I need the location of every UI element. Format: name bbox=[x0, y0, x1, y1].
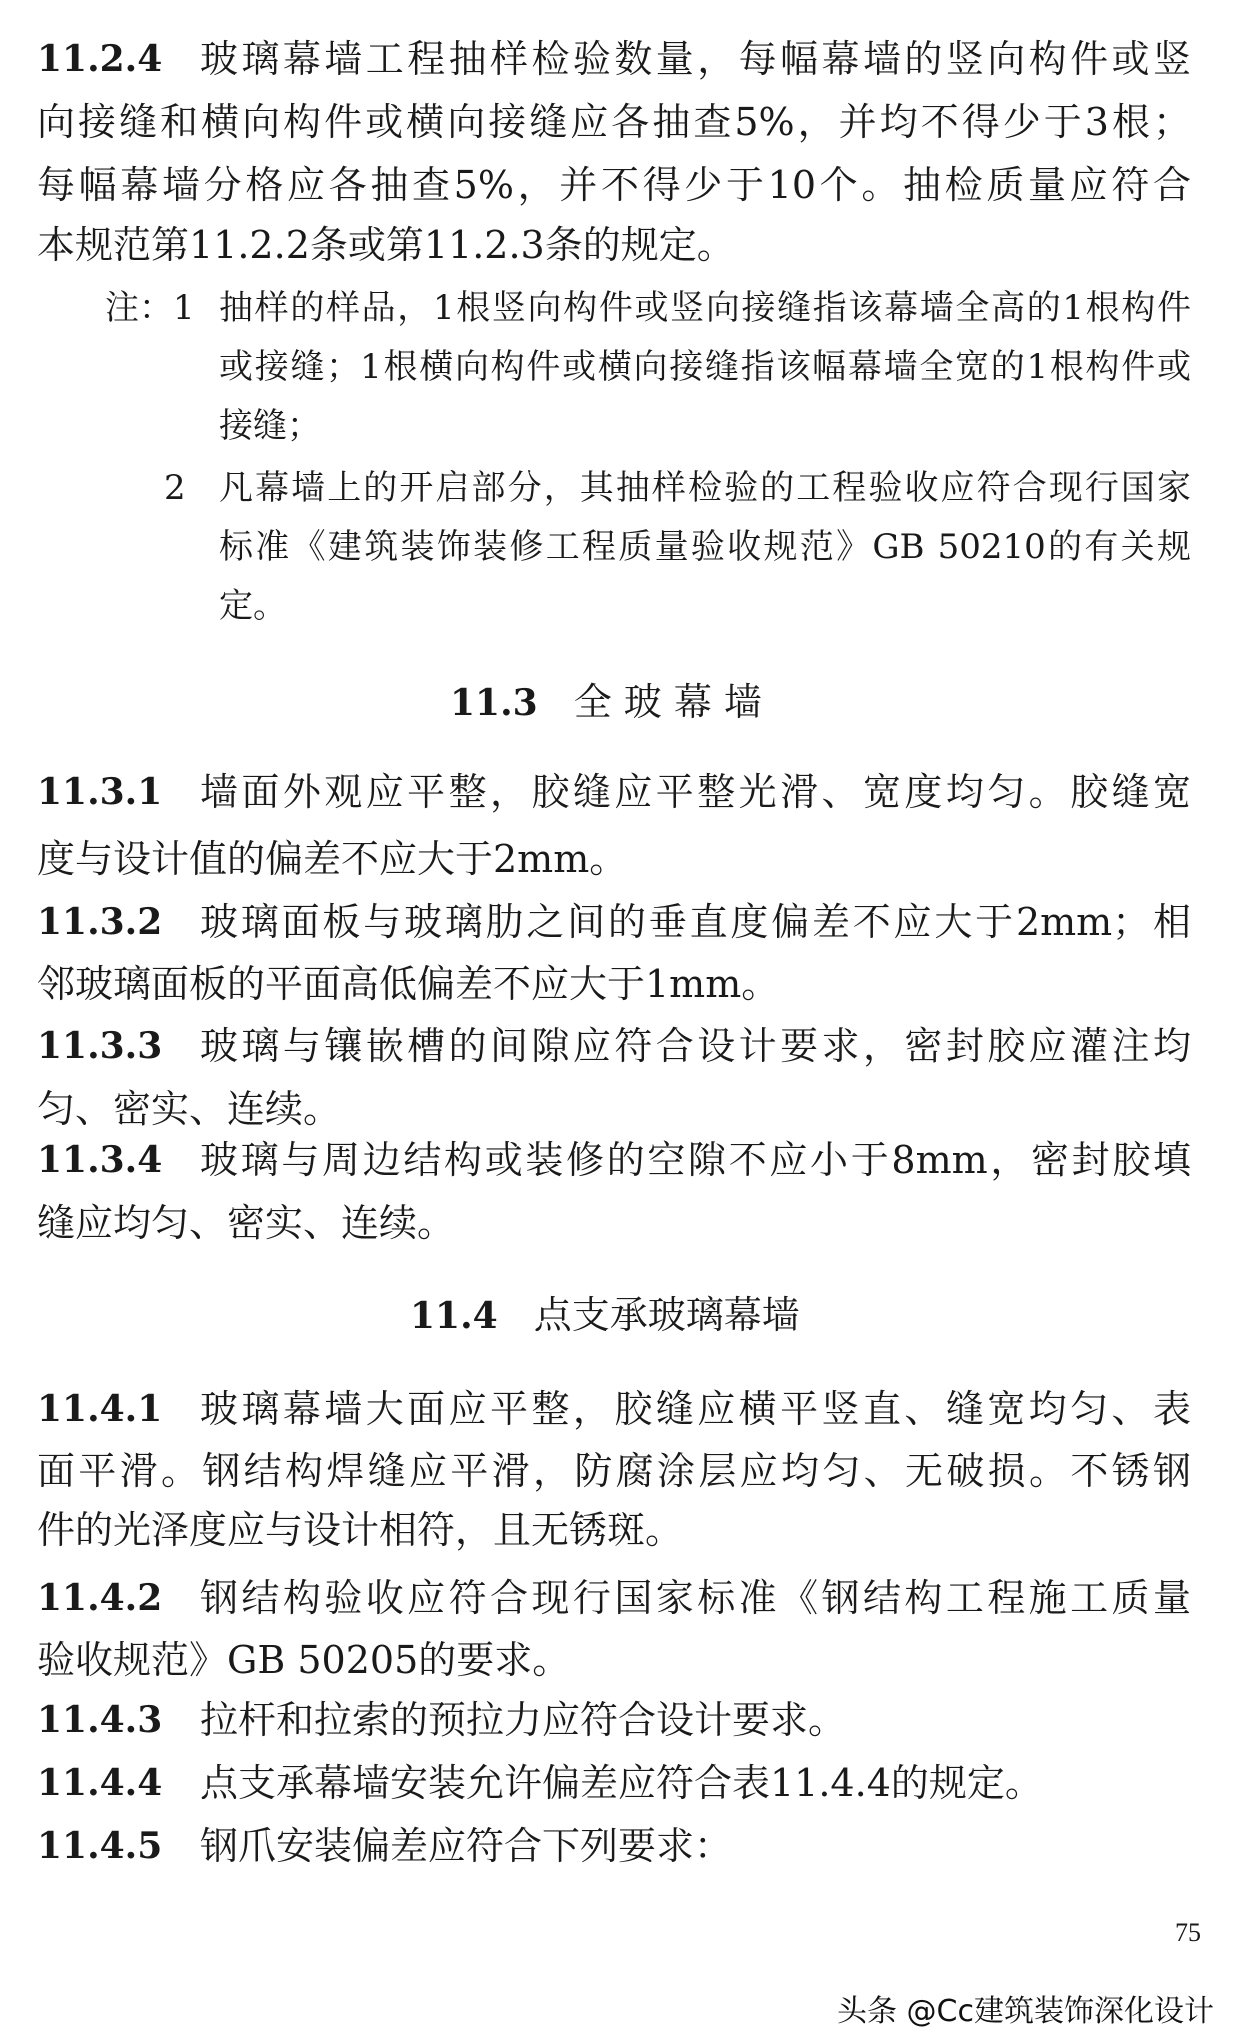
note-label: 注：1 bbox=[105, 288, 195, 328]
clause-text: 验收规范》GB 50205的要求。 bbox=[37, 1638, 571, 1682]
clause-text: 玻璃与周边结构或装修的空隙不应小于8mm，密封胶填 bbox=[200, 1138, 1191, 1182]
clause-text: 匀、密实、连续。 bbox=[37, 1087, 342, 1131]
clause-text: 面平滑。钢结构焊缝应平滑，防腐涂层应均匀、无破损。不锈钢 bbox=[37, 1449, 1191, 1493]
clause-number: 11.3.2 bbox=[37, 901, 163, 943]
clause-text: 向接缝和横向构件或横向接缝应各抽查5%，并均不得少于3根； bbox=[37, 100, 1191, 144]
clause-text: 玻璃幕墙工程抽样检验数量，每幅幕墙的竖向构件或竖 bbox=[200, 37, 1191, 81]
note-text: 凡幕墙上的开启部分，其抽样检验的工程验收应符合现行国家 bbox=[219, 468, 1191, 508]
clause-text: 度与设计值的偏差不应大于2mm。 bbox=[37, 837, 628, 881]
section-heading bbox=[410, 1285, 800, 1345]
clause-text: 每幅幕墙分格应各抽查5%，并不得少于10个。抽检质量应符合 bbox=[37, 163, 1191, 207]
note-text: 标准《建筑装饰装修工程质量验收规范》GB 50210的有关规 bbox=[219, 527, 1191, 567]
watermark: 头条 @Cc建筑装饰深化设计 bbox=[837, 1994, 1214, 2029]
clause-text: 钢结构验收应符合现行国家标准《钢结构工程施工质量 bbox=[200, 1576, 1191, 1620]
section-title: 全 玻 幕 墙 bbox=[573, 680, 762, 724]
clause-number: 11.3.1 bbox=[37, 771, 163, 813]
section-number: 11.4 bbox=[410, 1295, 498, 1337]
clause-number: 11.4.1 bbox=[37, 1388, 163, 1430]
clause-text: 本规范第11.2.2条或第11.2.3条的规定。 bbox=[37, 223, 735, 267]
note-label: 2 bbox=[164, 468, 186, 508]
clause-text: 玻璃面板与玻璃肋之间的垂直度偏差不应大于2mm；相 bbox=[200, 900, 1191, 944]
clause-text: 玻璃幕墙大面应平整，胶缝应横平竖直、缝宽均匀、表 bbox=[200, 1387, 1191, 1431]
clause-text: 墙面外观应平整，胶缝应平整光滑、宽度均匀。胶缝宽 bbox=[200, 770, 1191, 814]
clause-number: 11.4.4 bbox=[37, 1762, 163, 1804]
clause-text: 钢爪安装偏差应符合下列要求： bbox=[200, 1824, 733, 1868]
clause-text: 拉杆和拉索的预拉力应符合设计要求。 bbox=[200, 1698, 847, 1742]
section-title: 点支承玻璃幕墙 bbox=[533, 1293, 800, 1337]
clause-number: 11.4.3 bbox=[37, 1699, 163, 1741]
clause-text: 缝应均匀、密实、连续。 bbox=[37, 1201, 456, 1245]
note-text: 定。 bbox=[219, 586, 287, 626]
note-text: 接缝； bbox=[219, 406, 321, 446]
clause-number: 11.3.3 bbox=[37, 1025, 163, 1067]
section-number: 11.3 bbox=[450, 682, 538, 724]
note-text: 或接缝；1根横向构件或横向接缝指该幅幕墙全宽的1根构件或 bbox=[219, 347, 1191, 387]
clause-number: 11.4.2 bbox=[37, 1577, 163, 1619]
clause-text: 点支承幕墙安装允许偏差应符合表11.4.4的规定。 bbox=[200, 1761, 1043, 1805]
clause-number: 11.3.4 bbox=[37, 1139, 163, 1181]
clause-number: 11.2.4 bbox=[37, 38, 163, 80]
clause-number: 11.4.5 bbox=[37, 1825, 163, 1867]
page-number: 75 bbox=[1175, 1918, 1201, 1947]
note-text: 抽样的样品，1根竖向构件或竖向接缝指该幕墙全高的1根构件 bbox=[219, 288, 1191, 328]
clause-text: 件的光泽度应与设计相符，且无锈斑。 bbox=[37, 1508, 684, 1552]
section-heading bbox=[450, 672, 762, 732]
clause-text: 邻玻璃面板的平面高低偏差不应大于1mm。 bbox=[37, 962, 780, 1006]
clause-text: 玻璃与镶嵌槽的间隙应符合设计要求，密封胶应灌注均 bbox=[200, 1024, 1191, 1068]
